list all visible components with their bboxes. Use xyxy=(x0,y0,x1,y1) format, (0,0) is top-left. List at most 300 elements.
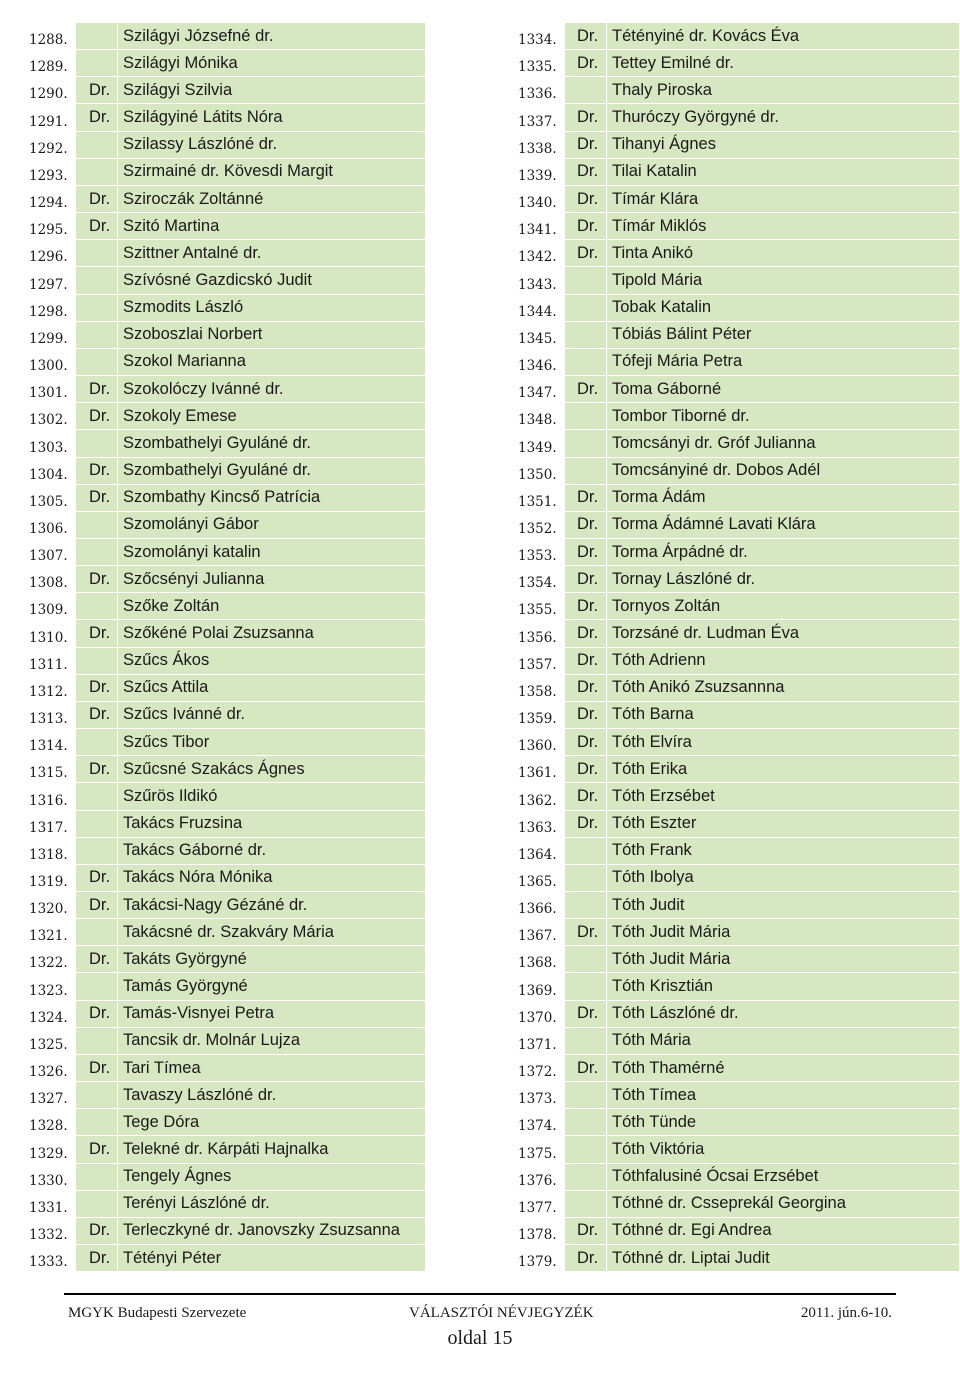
voter-title xyxy=(76,295,118,322)
voter-row xyxy=(29,23,425,50)
voter-number: 1322. xyxy=(29,955,68,972)
voter-title: Dr. xyxy=(565,132,607,159)
voter-row xyxy=(29,811,425,838)
voter-title xyxy=(565,1164,607,1191)
voter-number: 1376. xyxy=(518,1172,557,1189)
voter-title: Dr. xyxy=(565,593,607,620)
voter-number: 1315. xyxy=(29,765,68,782)
voter-title: Dr. xyxy=(76,756,118,783)
voter-number: 1306. xyxy=(29,520,68,537)
voter-number: 1331. xyxy=(29,1199,68,1216)
voter-name: Tinta Anikó xyxy=(607,240,959,267)
right-voter-list xyxy=(518,23,959,1272)
voter-title xyxy=(76,838,118,865)
voter-name: Tomcsányiné dr. Dobos Adél xyxy=(607,458,959,485)
voter-row xyxy=(518,186,959,213)
voter-row xyxy=(29,675,425,702)
voter-name: Szombathelyi Gyuláné dr. xyxy=(118,458,425,485)
voter-name: Tóth Mária xyxy=(607,1028,959,1055)
voter-name: Szilágyi Józsefné dr. xyxy=(118,23,425,50)
voter-row xyxy=(518,403,959,430)
voter-name: Szőkéné Polai Zsuzsanna xyxy=(118,620,425,647)
voter-number: 1319. xyxy=(29,874,68,890)
voter-number: 1324. xyxy=(29,1009,68,1026)
voter-name: Tímár Klára xyxy=(607,186,959,213)
voter-number: 1291. xyxy=(29,113,68,130)
voter-number: 1310. xyxy=(29,629,68,646)
voter-number: 1357. xyxy=(518,656,557,673)
voter-number: 1371. xyxy=(518,1036,557,1053)
voter-name: Szűcs Attila xyxy=(118,675,425,702)
voter-number: 1332. xyxy=(29,1227,68,1244)
voter-title: Dr. xyxy=(76,702,118,729)
voter-number: 1298. xyxy=(29,303,68,320)
voter-row xyxy=(29,838,425,865)
voter-number: 1359. xyxy=(518,711,557,728)
voter-row xyxy=(518,811,959,838)
voter-row xyxy=(518,756,959,783)
voter-name: Tamás Györgyné xyxy=(118,973,425,1000)
voter-title xyxy=(565,403,607,430)
voter-number: 1372. xyxy=(518,1064,557,1081)
voter-name: Torma Ádámné Lavati Klára xyxy=(607,512,959,539)
voter-number: 1305. xyxy=(29,493,68,510)
voter-name: Tóth Ibolya xyxy=(607,865,959,892)
voter-title xyxy=(76,322,118,349)
voter-row xyxy=(518,349,959,376)
voter-row xyxy=(518,566,959,593)
voter-number: 1344. xyxy=(518,303,557,320)
voter-name: Tóthfalusiné Ócsai Erzsébet xyxy=(607,1164,959,1191)
voter-row xyxy=(518,1218,959,1245)
voter-title: Dr. xyxy=(565,539,607,566)
voter-name: Szoboszlai Norbert xyxy=(118,322,425,349)
voter-number: 1296. xyxy=(29,249,68,266)
voter-row xyxy=(518,322,959,349)
voter-row xyxy=(29,729,425,756)
voter-name: Tóth Barna xyxy=(607,702,959,729)
voter-number: 1379. xyxy=(518,1254,557,1271)
voter-title xyxy=(565,946,607,973)
voter-title xyxy=(76,811,118,838)
voter-row xyxy=(518,1164,959,1191)
voter-number: 1377. xyxy=(518,1199,557,1216)
voter-name: Telekné dr. Kárpáti Hajnalka xyxy=(118,1136,425,1163)
voter-title: Dr. xyxy=(565,1218,607,1245)
voter-name: Szittner Antalné dr. xyxy=(118,240,425,267)
voter-title xyxy=(76,1191,118,1218)
voter-row xyxy=(518,620,959,647)
voter-name: Terényi Lászlóné dr. xyxy=(118,1191,425,1218)
voter-row xyxy=(518,1028,959,1055)
voter-name: Tóthné dr. Liptai Judit xyxy=(607,1245,959,1272)
voter-title: Dr. xyxy=(76,485,118,512)
voter-name: Tamás-Visnyei Petra xyxy=(118,1001,425,1028)
voter-row xyxy=(518,783,959,810)
voter-title xyxy=(565,77,607,104)
voter-row xyxy=(29,620,425,647)
voter-name: Tóth Frank xyxy=(607,838,959,865)
voter-number: 1297. xyxy=(29,276,68,293)
voter-number: 1361. xyxy=(518,765,557,782)
voter-name: Torzsáné dr. Ludman Éva xyxy=(607,620,959,647)
voter-name: Tilai Katalin xyxy=(607,159,959,186)
voter-number: 1368. xyxy=(518,955,557,972)
voter-number: 1374. xyxy=(518,1118,557,1135)
voter-title xyxy=(565,1109,607,1136)
voter-row xyxy=(29,648,425,675)
voter-title xyxy=(76,1028,118,1055)
voter-name: Tóthné dr. Egi Andrea xyxy=(607,1218,959,1245)
voter-title xyxy=(565,892,607,919)
voter-name: Tege Dóra xyxy=(118,1109,425,1136)
voter-name: Szűrös Ildikó xyxy=(118,783,425,810)
voter-row xyxy=(29,295,425,322)
voter-number: 1316. xyxy=(29,792,68,809)
voter-name: Szmodits László xyxy=(118,295,425,322)
voter-row xyxy=(518,295,959,322)
voter-number: 1342. xyxy=(518,249,557,266)
voter-number: 1292. xyxy=(29,140,68,157)
voter-name: Tóth Adrienn xyxy=(607,648,959,675)
voter-number: 1302. xyxy=(29,412,68,429)
voter-name: Szokolóczy Ivánné dr. xyxy=(118,376,425,403)
voter-row xyxy=(29,756,425,783)
voter-row xyxy=(29,973,425,1000)
voter-number: 1288. xyxy=(29,32,68,49)
voter-title: Dr. xyxy=(565,104,607,131)
voter-number: 1317. xyxy=(29,819,68,836)
voter-name: Tornyos Zoltán xyxy=(607,593,959,620)
voter-name: Tóth Tünde xyxy=(607,1109,959,1136)
voter-title: Dr. xyxy=(76,620,118,647)
footer-date: 2011. jún.6-10. xyxy=(800,1305,892,1321)
voter-number: 1360. xyxy=(518,738,557,755)
voter-row xyxy=(29,1055,425,1082)
voter-row xyxy=(518,1245,959,1272)
voter-title: Dr. xyxy=(565,50,607,77)
voter-title: Dr. xyxy=(565,648,607,675)
voter-row xyxy=(518,50,959,77)
voter-name: Szilágyi Szilvia xyxy=(118,77,425,104)
voter-name: Torma Árpádné dr. xyxy=(607,539,959,566)
voter-row xyxy=(518,1055,959,1082)
voter-title: Dr. xyxy=(565,919,607,946)
voter-row xyxy=(518,539,959,566)
voter-name: Tóthné dr. Csseprekál Georgina xyxy=(607,1191,959,1218)
voter-number: 1370. xyxy=(518,1009,557,1026)
voter-name: Tóth Lászlóné dr. xyxy=(607,1001,959,1028)
voter-row xyxy=(29,132,425,159)
voter-row xyxy=(518,838,959,865)
voter-row xyxy=(29,104,425,131)
voter-title xyxy=(76,729,118,756)
voter-name: Tancsik dr. Molnár Lujza xyxy=(118,1028,425,1055)
voter-name: Szomolányi katalin xyxy=(118,539,425,566)
voter-title: Dr. xyxy=(76,1245,118,1272)
voter-number: 1347. xyxy=(518,385,557,402)
voter-name: Tóth Judit xyxy=(607,892,959,919)
page-footer xyxy=(64,1305,896,1325)
voter-title xyxy=(565,322,607,349)
voter-name: Szívósné Gazdicskó Judit xyxy=(118,267,425,294)
voter-number: 1311. xyxy=(29,656,68,673)
voter-row xyxy=(29,512,425,539)
voter-row xyxy=(518,892,959,919)
voter-number: 1337. xyxy=(518,113,557,130)
voter-name: Tóth Thamérné xyxy=(607,1055,959,1082)
voter-title xyxy=(565,973,607,1000)
voter-name: Takács Gáborné dr. xyxy=(118,838,425,865)
voter-number: 1339. xyxy=(518,167,557,184)
voter-row xyxy=(29,159,425,186)
footer-organization: MGYK Budapesti Szervezete xyxy=(68,1305,247,1321)
voter-title: Dr. xyxy=(76,1218,118,1245)
voter-number: 1367. xyxy=(518,928,557,945)
footer-document-title: VÁLASZTÓI NÉVJEGYZÉK xyxy=(409,1305,594,1321)
voter-name: Szirmainé dr. Kövesdi Margit xyxy=(118,159,425,186)
voter-name: Tófeji Mária Petra xyxy=(607,349,959,376)
voter-name: Tímár Miklós xyxy=(607,213,959,240)
voter-name: Szűcs Ivánné dr. xyxy=(118,702,425,729)
voter-title xyxy=(76,23,118,50)
voter-title xyxy=(565,1028,607,1055)
voter-row xyxy=(29,1136,425,1163)
voter-title xyxy=(76,132,118,159)
voter-number: 1314. xyxy=(29,738,68,755)
voter-row xyxy=(29,1245,425,1272)
voter-name: Terleczkyné dr. Janovszky Zsuzsanna xyxy=(118,1218,425,1245)
voter-title: Dr. xyxy=(76,186,118,213)
voter-number: 1340. xyxy=(518,195,557,212)
voter-row xyxy=(518,213,959,240)
voter-row xyxy=(518,702,959,729)
voter-title: Dr. xyxy=(565,23,607,50)
voter-row xyxy=(518,267,959,294)
voter-title xyxy=(76,512,118,539)
voter-row xyxy=(29,865,425,892)
voter-title: Dr. xyxy=(76,566,118,593)
voter-title: Dr. xyxy=(76,892,118,919)
voter-number: 1299. xyxy=(29,330,68,347)
voter-title xyxy=(76,159,118,186)
voter-number: 1325. xyxy=(29,1036,68,1053)
voter-name: Szombathelyi Gyuláné dr. xyxy=(118,430,425,457)
voter-name: Szombathy Kincső Patrícia xyxy=(118,485,425,512)
voter-row xyxy=(29,702,425,729)
voter-row xyxy=(518,1001,959,1028)
voter-title: Dr. xyxy=(76,865,118,892)
voter-title xyxy=(76,539,118,566)
voter-name: Szilágyiné Látits Nóra xyxy=(118,104,425,131)
voter-number: 1335. xyxy=(518,59,557,76)
voter-row xyxy=(29,566,425,593)
voter-name: Tóth Viktória xyxy=(607,1136,959,1163)
voter-row xyxy=(29,1164,425,1191)
voter-name: Tétényiné dr. Kovács Éva xyxy=(607,23,959,50)
voter-name: Tengely Ágnes xyxy=(118,1164,425,1191)
voter-title xyxy=(565,349,607,376)
voter-row xyxy=(29,458,425,485)
voter-row xyxy=(29,1109,425,1136)
voter-number: 1362. xyxy=(518,792,557,809)
voter-title: Dr. xyxy=(76,1001,118,1028)
voter-name: Szűcsné Szakács Ágnes xyxy=(118,756,425,783)
voter-number: 1346. xyxy=(518,358,557,375)
voter-name: Tóth Judit Mária xyxy=(607,919,959,946)
voter-row xyxy=(29,403,425,430)
voter-title xyxy=(565,458,607,485)
voter-title: Dr. xyxy=(76,403,118,430)
voter-title xyxy=(76,349,118,376)
voter-number: 1363. xyxy=(518,819,557,836)
voter-name: Tornay Lászlóné dr. xyxy=(607,566,959,593)
voter-title xyxy=(565,1082,607,1109)
voter-number: 1312. xyxy=(29,683,68,700)
voter-name: Szűcs Tibor xyxy=(118,729,425,756)
voter-name: Tavaszy Lászlóné dr. xyxy=(118,1082,425,1109)
voter-row xyxy=(518,1191,959,1218)
voter-number: 1321. xyxy=(29,928,68,945)
voter-name: Tóth Krisztián xyxy=(607,973,959,1000)
voter-title: Dr. xyxy=(76,1136,118,1163)
voter-title: Dr. xyxy=(565,512,607,539)
voter-name: Takácsi-Nagy Gézáné dr. xyxy=(118,892,425,919)
voter-name: Szitó Martina xyxy=(118,213,425,240)
voter-row xyxy=(518,23,959,50)
voter-title xyxy=(565,295,607,322)
voter-row xyxy=(518,729,959,756)
voter-row xyxy=(29,485,425,512)
voter-title xyxy=(76,1082,118,1109)
voter-number: 1369. xyxy=(518,982,557,999)
voter-number: 1334. xyxy=(518,32,557,49)
voter-title: Dr. xyxy=(565,240,607,267)
voter-title: Dr. xyxy=(565,159,607,186)
voter-number: 1304. xyxy=(29,466,68,483)
voter-number: 1365. xyxy=(518,874,557,890)
voter-name: Tóth Erzsébet xyxy=(607,783,959,810)
voter-name: Takács Nóra Mónika xyxy=(118,865,425,892)
voter-number: 1378. xyxy=(518,1227,557,1244)
voter-row xyxy=(518,648,959,675)
voter-number: 1309. xyxy=(29,602,68,619)
voter-number: 1318. xyxy=(29,846,68,863)
voter-name: Tóth Judit Mária xyxy=(607,946,959,973)
voter-title xyxy=(76,919,118,946)
voter-title: Dr. xyxy=(76,213,118,240)
voter-title xyxy=(76,1164,118,1191)
voter-name: Szokol Marianna xyxy=(118,349,425,376)
voter-title xyxy=(76,240,118,267)
voter-row xyxy=(29,1082,425,1109)
voter-number: 1350. xyxy=(518,466,557,483)
voter-title: Dr. xyxy=(565,756,607,783)
voter-title: Dr. xyxy=(565,1245,607,1272)
voter-number: 1352. xyxy=(518,520,557,537)
voter-title xyxy=(565,430,607,457)
voter-name: Tóbiás Bálint Péter xyxy=(607,322,959,349)
voter-title xyxy=(76,1109,118,1136)
voter-row xyxy=(29,349,425,376)
voter-name: Thuróczy Györgyné dr. xyxy=(607,104,959,131)
voter-title: Dr. xyxy=(565,729,607,756)
voter-title: Dr. xyxy=(565,1055,607,1082)
voter-row xyxy=(29,1001,425,1028)
page-number: oldal 15 xyxy=(447,1327,513,1349)
voter-name: Tombor Tiborné dr. xyxy=(607,403,959,430)
voter-row xyxy=(29,919,425,946)
voter-row xyxy=(518,946,959,973)
voter-number: 1348. xyxy=(518,412,557,429)
voter-row xyxy=(518,430,959,457)
voter-number: 1353. xyxy=(518,548,557,565)
voter-row xyxy=(518,104,959,131)
voter-name: Szőcsényi Julianna xyxy=(118,566,425,593)
voter-number: 1313. xyxy=(29,711,68,728)
voter-title: Dr. xyxy=(565,485,607,512)
voter-name: Tihanyi Ágnes xyxy=(607,132,959,159)
voter-row xyxy=(518,1109,959,1136)
voter-title: Dr. xyxy=(565,675,607,702)
voter-row xyxy=(29,186,425,213)
voter-number: 1330. xyxy=(29,1172,68,1189)
voter-number: 1375. xyxy=(518,1145,557,1162)
voter-number: 1356. xyxy=(518,629,557,646)
voter-name: Tóth Erika xyxy=(607,756,959,783)
voter-row xyxy=(29,1218,425,1245)
voter-name: Takácsné dr. Szakváry Mária xyxy=(118,919,425,946)
voter-row xyxy=(29,240,425,267)
voter-name: Thaly Piroska xyxy=(607,77,959,104)
voter-title: Dr. xyxy=(565,620,607,647)
voter-title: Dr. xyxy=(565,811,607,838)
voter-title: Dr. xyxy=(565,702,607,729)
voter-number: 1295. xyxy=(29,222,68,239)
voter-number: 1341. xyxy=(518,222,557,239)
voter-title: Dr. xyxy=(565,783,607,810)
voter-number: 1345. xyxy=(518,330,557,347)
voter-title xyxy=(76,973,118,1000)
voter-row xyxy=(29,322,425,349)
voter-row xyxy=(29,1028,425,1055)
voter-title xyxy=(76,267,118,294)
voter-title xyxy=(76,593,118,620)
voter-row xyxy=(518,1136,959,1163)
voter-number: 1323. xyxy=(29,982,68,999)
voter-title: Dr. xyxy=(76,104,118,131)
voter-name: Tóth Tímea xyxy=(607,1082,959,1109)
voter-title xyxy=(565,267,607,294)
voter-name: Toma Gáborné xyxy=(607,376,959,403)
voter-title xyxy=(76,50,118,77)
voter-row xyxy=(29,539,425,566)
voter-number: 1343. xyxy=(518,276,557,293)
voter-number: 1358. xyxy=(518,683,557,700)
voter-name: Tóth Anikó Zsuzsannna xyxy=(607,675,959,702)
voter-number: 1327. xyxy=(29,1091,68,1108)
voter-row xyxy=(29,783,425,810)
voter-number: 1289. xyxy=(29,59,68,76)
voter-number: 1364. xyxy=(518,846,557,863)
voter-name: Szilassy Lászlóné dr. xyxy=(118,132,425,159)
voter-row xyxy=(518,675,959,702)
voter-number: 1300. xyxy=(29,358,68,375)
voter-number: 1303. xyxy=(29,439,68,456)
footer-rule xyxy=(64,1293,896,1295)
voter-name: Tipold Mária xyxy=(607,267,959,294)
voter-title: Dr. xyxy=(76,458,118,485)
